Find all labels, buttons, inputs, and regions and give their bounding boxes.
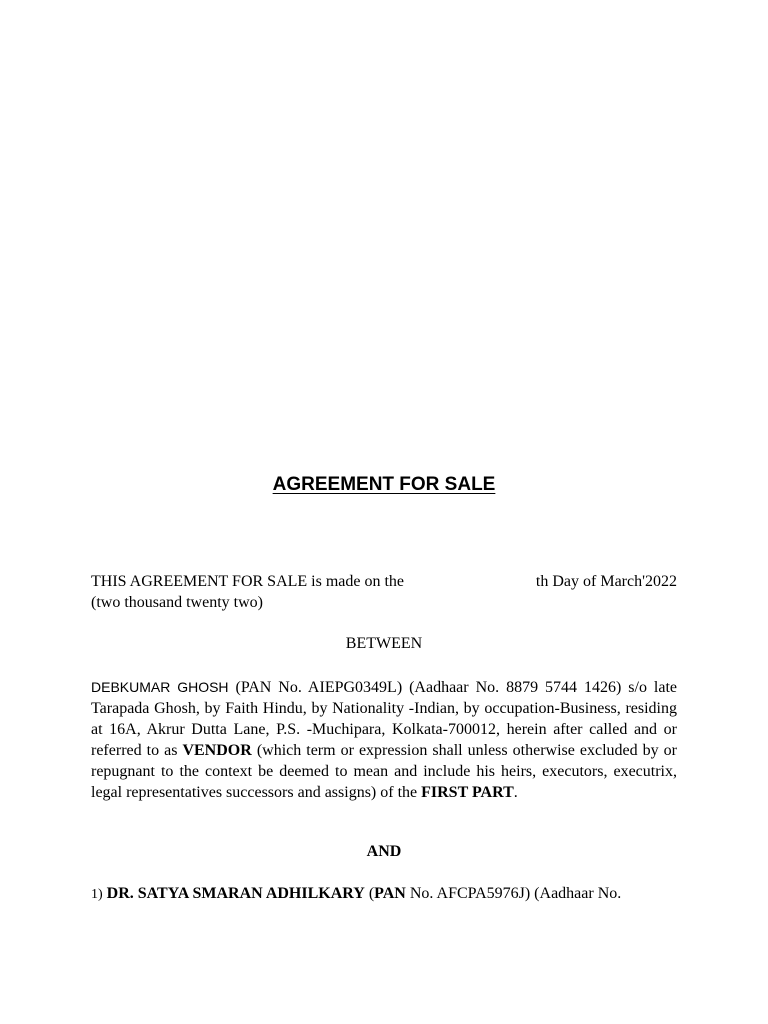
document-title: AGREEMENT FOR SALE (272, 474, 496, 495)
intro-left-text: THIS AGREEMENT FOR SALE is made on the (91, 573, 405, 590)
vendor-details-1: (PAN No. AIEPG0349L) (Aadhaar No. 8879 5744 1426) s/o late Tarapada Ghosh, by Faith Hindu, by Nationality -Indian, by occupation-Business, residing at 16A, Akrur Dutta Lane, P.S. -Muchipara, Kolkata-700012, herein after called and or referred to as (91, 679, 677, 759)
first-part-term: FIRST PART (421, 784, 514, 801)
purchaser-open-paren: ( (364, 885, 375, 902)
vendor-paragraph-end: . (513, 784, 518, 801)
pan-label: PAN (374, 885, 406, 902)
intro-paragraph (91, 571, 677, 613)
and-heading: AND (366, 843, 402, 860)
vendor-paragraph (91, 677, 677, 803)
purchaser-paragraph (91, 883, 677, 905)
vendor-name: DEBKUMAR GHOSH (91, 679, 229, 695)
purchaser-number: 1) (91, 887, 103, 902)
vendor-details-2: (which term or expression shall unless otherwise excluded by or repugnant to the context be deemed to mean and include his heirs, executors, executrix, legal representatives successors and assigns) of the (91, 742, 677, 801)
intro-line-1 (91, 571, 677, 592)
between-heading: BETWEEN (345, 635, 423, 652)
purchaser-details: No. AFCPA5976J) (Aadhaar No. (405, 885, 622, 902)
purchaser-name: DR. SATYA SMARAN ADHILKARY (106, 885, 365, 902)
intro-date-text: th Day of March'2022 (535, 573, 677, 590)
intro-line-2: (two thousand twenty two) (91, 594, 263, 611)
vendor-term: VENDOR (182, 742, 252, 759)
